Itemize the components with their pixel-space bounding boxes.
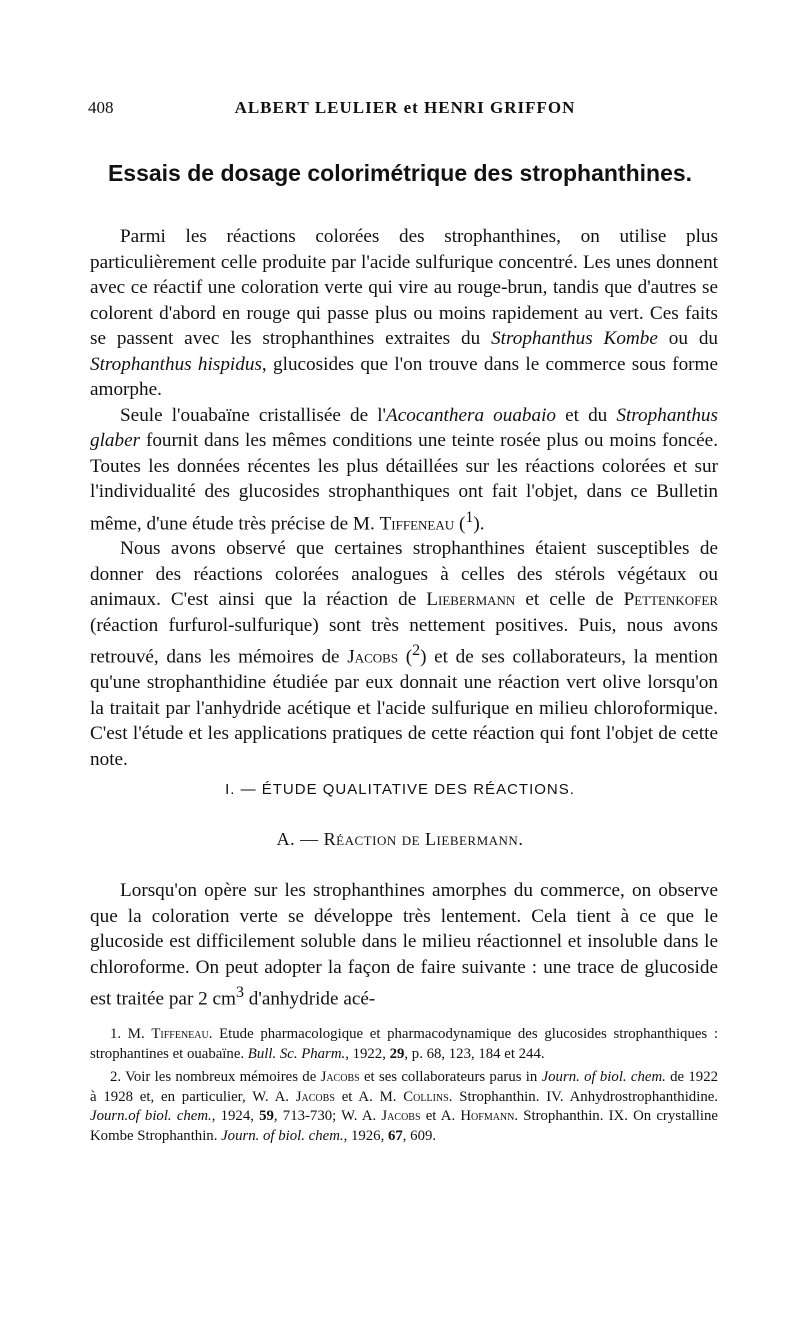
section-heading: I. — ÉTUDE QUALITATIVE DES RÉACTIONS.	[225, 781, 575, 798]
paragraph-4: Lorsqu'on opère sur les strophanthines amorphes du commerce, on observe que la coloration verte se développe très lentement. Cela tient à ce que le glucoside est difficilement soluble dans le milieu réactionnel et insoluble dans le chloroforme. On peut adopter la façon de faire suivante : une trace de glucoside est traitée par 2 $cm^3$ d'anhydride acé-	[90, 880, 718, 1010]
footnotes	[90, 1025, 718, 1150]
article-title: Essais de dosage colorimétrique des strophanthines.	[107, 160, 693, 186]
paragraph-1: Parmi les réactions colorées des strophanthines, on utilise plus particulièrement celle produite par l'acide sulfurique concentré. Les unes donnent avec ce réactif une coloration verte qui vire au rouge-brun, tandis que d'autres se colorent d'abord en rouge qui passe plus ou moins rapidement au vert. Ces faits se passent avec les strophanthines extraites du Strophanthus Kombe ou du Strophanthus hispidus, glucosides que l'on trouve dans le commerce sous forme amorphe.	[90, 226, 718, 400]
article-body-section-a	[90, 878, 718, 1012]
running-header	[88, 98, 722, 124]
footnote-ref-2: 2	[412, 642, 421, 660]
running-title: ALBERT LEULIER et HENRI GRIFFON	[234, 98, 576, 117]
footnote-1: 1. M. Tiffeneau. Etude pharmacologique et pharmacodynamique des glucosides strophanthiques : strophantines et ouabaïne. Bull. Sc. Pharm., 1922, 29, p. 68, 123, 184 et 244.	[90, 1026, 718, 1062]
page-number: 408	[88, 98, 114, 117]
article-body-intro	[90, 224, 718, 772]
subsection-heading: A. — Réaction de Liebermann.	[276, 829, 524, 849]
paragraph-3: Nous avons observé que certaines strophanthines étaient susceptibles de donner des réactions colorées analogues à celles des stérols végétaux ou animaux. C'est ainsi que la réaction de Liebermann et celle de Pettenkofer (réaction furfurol-sulfurique) sont très nettement positives. Puis, nous avons retrouvé, dans les mémoires de Jacobs ($^2$) et de ses collaborateurs, la mention qu'une strophanthidine étudiée par eux donnait une réaction vert olive lorsqu'on la traitait par l'anhydride acétique et l'acide sulfurique en milieu chloroformique. C'est l'étude et les applications pratiques de cette réaction qui font l'objet de cette note.	[90, 538, 719, 770]
footnote-ref-1: 1	[465, 508, 474, 526]
footnote-2: 2. Voir les nombreux mémoires de Jacobs et ses collaborateurs parus in Journ. of biol. chem. de 1922 à 1928 et, en particulier, W. A. Jacobs et A. M. Collins. Strophanthin. IV. Anhydrostrophanthidine. Journ.of biol. chem., 1924, 59, 713-730; W. A. Jacobs et A. Hofmann. Strophanthin. IX. On crystalline Kombe Strophanthin. Journ. of biol. chem., 1926, 67, 609.	[90, 1069, 718, 1144]
paragraph-2: Seule l'ouabaïne cristallisée de l'Acocanthera ouabaio et du Strophanthus glaber fournit dans les mêmes conditions une teinte rosée plus ou moins foncée. Toutes les données récentes les plus détaillées sur les réactions colorées et sur l'individualité des glucosides strophanthiques ont fait l'objet, dans ce Bulletin même, d'une étude très précise de M. Tiffeneau ($^1$).	[90, 404, 718, 534]
